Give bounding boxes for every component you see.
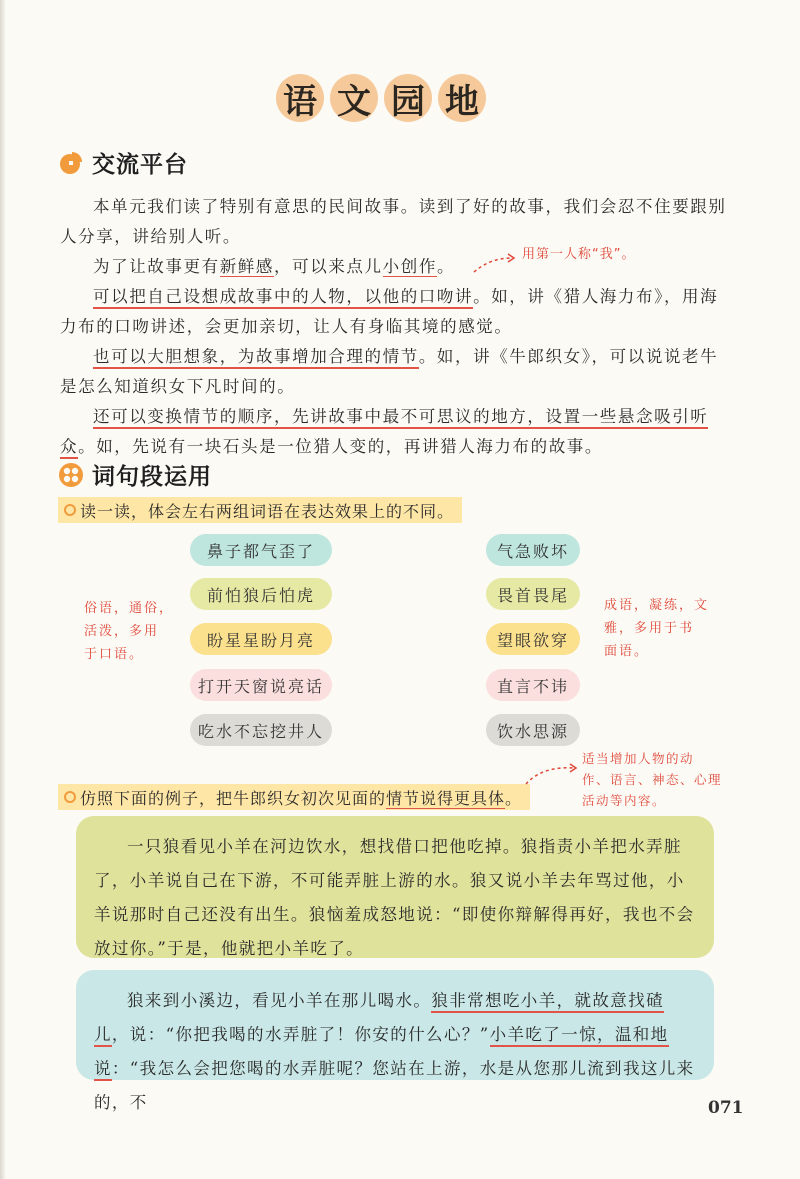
- instruction-bar-imitate: [58, 784, 530, 810]
- title-char-4: 地: [438, 74, 486, 122]
- paragraph-5: 还可以变换情节的顺序，先讲故事中最不可思议的地方，设置一些悬念吸引听众。如，先说有一块石头是一位猎人变的，再讲猎人海力布的故事。: [60, 402, 730, 462]
- left-word-4: 打开天窗说亮话: [190, 669, 332, 701]
- keyword-create: 小创作: [382, 257, 437, 276]
- page-number: 071: [708, 1098, 744, 1118]
- section-header-exchange: [58, 146, 188, 179]
- instruction-text: 仿照下面的例子，把牛郎织女初次见面的情节说得更具体。: [80, 788, 523, 808]
- pie-section-icon: [58, 150, 84, 176]
- right-annotation: 成语，凝练，文 雅，多用于书 面语。: [604, 598, 710, 659]
- dashed-arrow-icon: [520, 760, 582, 788]
- rewritten-story-box: [76, 970, 714, 1112]
- keyword-fresh: 新鲜感: [219, 257, 275, 276]
- underlined-action-2: 小羊吃了一惊，温和地说: [94, 1025, 669, 1081]
- paragraph-1: 本单元我们读了特别有意思的民间故事。读到了好的故事，我们会忍不住要跟别人分享，讲给别人听。: [60, 197, 727, 246]
- right-word-1: 气急败坏: [486, 534, 580, 566]
- rewritten-story-text: 狼来到小溪边，看见小羊在那儿喝水。狼非常想吃小羊，就故意找碴儿，说：“你把我喝的水弄脏了！你安的什么心？”小羊吃了一惊，温和地说：“我怎么会把您喝的水弄脏呢？您站在上游，水是从您那儿流到我这儿来的，不: [94, 991, 695, 1112]
- exchange-text: [60, 192, 730, 462]
- detail-annotation: 适当增加人物的动 作、语言、神态、心理 活动等内容。: [582, 751, 723, 808]
- instruction-text: 读一读，体会左右两组词语在表达效果上的不同。: [80, 501, 455, 521]
- page-spine-shadow: [0, 0, 6, 1179]
- underlined-tip-2: 也可以大胆想象，为故事增加合理的情节: [93, 347, 419, 369]
- instruction-bar-read: [58, 497, 462, 523]
- right-word-3: 望眼欲穿: [486, 623, 580, 655]
- margin-note-first-person: 用第一人称“我”。: [522, 247, 636, 262]
- example-story-text: 一只狼看见小羊在河边饮水，想找借口把他吃掉。狼指责小羊把水弄脏了，小羊说自己在下游，不可能弄脏上游的水。狼又说小羊去年骂过他，小羊说那时自己还没有出生。狼恼羞成怒地说：“即使你辩解得再好，我也不会放过你。”于是，他就把小羊吃了。: [94, 837, 695, 958]
- flower-section-icon: [58, 462, 84, 488]
- section-header-usage: [58, 458, 212, 491]
- left-word-2: 前怕狼后怕虎: [190, 578, 332, 610]
- title-char-1: 语: [276, 74, 324, 122]
- page-title: [276, 70, 486, 128]
- underlined-action-1: 狼非常想吃小羊，就故意找碴儿: [94, 991, 664, 1047]
- bullet-icon: [64, 504, 76, 516]
- left-word-1: 鼻子都气歪了: [190, 534, 332, 566]
- dashed-arrow-icon: [470, 252, 520, 276]
- underlined-tip-3: 还可以变换情节的顺序，先讲故事中最不可思议的地方，设置一些悬念吸引听众: [60, 407, 708, 459]
- left-word-5: 吃水不忘挖井人: [190, 714, 332, 746]
- left-word-3: 盼星星盼月亮: [190, 623, 332, 655]
- left-annotation: 俗语，通俗， 活泼，多用 于口语。: [84, 601, 175, 662]
- right-word-2: 畏首畏尾: [486, 578, 580, 610]
- paragraph-3: 可以把自己设想成故事中的人物，以他的口吻讲。如，讲《猎人海力布》，用海力布的口吻讲述，会更加亲切，让人有身临其境的感觉。: [60, 287, 719, 336]
- example-story-box: [76, 816, 714, 958]
- keyword-plot: 情节说得更具体: [386, 788, 506, 808]
- paragraph-2: 为了让故事更有新鲜感，可以来点儿小创作。: [93, 257, 456, 276]
- right-word-5: 饮水思源: [486, 714, 580, 746]
- right-word-4: 直言不讳: [486, 669, 580, 701]
- underlined-tip-1: 可以把自己设想成故事中的人物，以他的口吻讲: [93, 287, 473, 309]
- section-title: 交流平台: [92, 152, 188, 178]
- title-char-3: 园: [384, 74, 432, 122]
- paragraph-4: 也可以大胆想象，为故事增加合理的情节。如，讲《牛郎织女》，可以说说老牛是怎么知道织女下凡时间的。: [60, 347, 719, 396]
- title-char-2: 文: [330, 74, 378, 122]
- bullet-icon: [64, 791, 76, 803]
- section-title: 词句段运用: [92, 464, 212, 490]
